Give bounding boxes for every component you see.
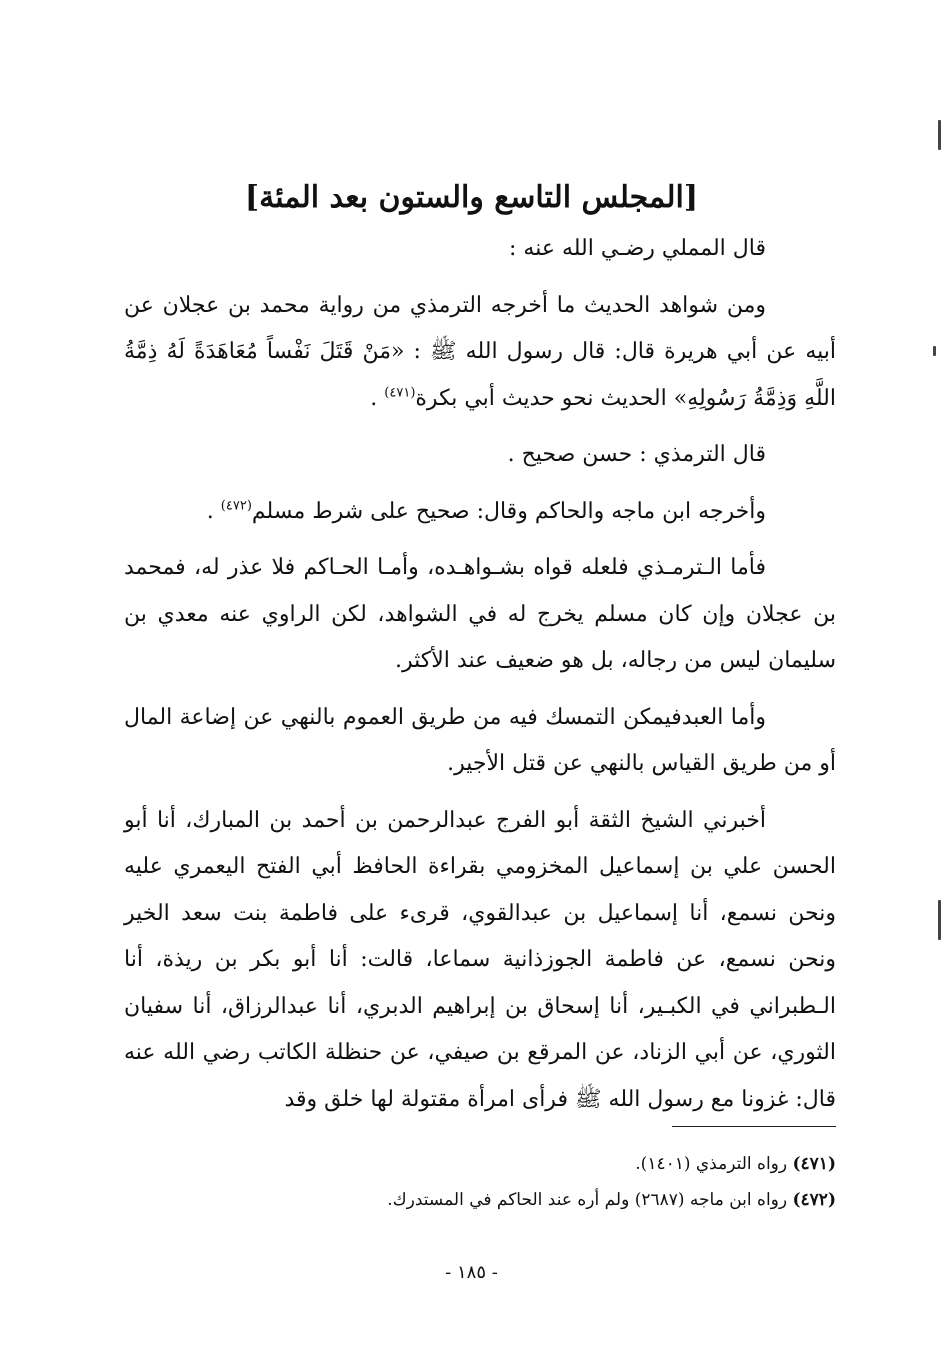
footnote-number: (٤٧١) xyxy=(792,1154,836,1174)
paragraph-hakim-text: وأخرجه ابن ماجه والحاكم وقال: صحيح على شرط مسلم xyxy=(251,498,766,524)
paragraph-tirmidhi: قال الترمذي : حسن صحيح . xyxy=(507,442,766,467)
paragraph-hakim-period: . xyxy=(206,498,214,524)
footnote-ref-471[interactable]: (٤٧١) xyxy=(384,385,416,401)
page-number: - ١٨٥ - xyxy=(445,1262,498,1283)
footnote-divider xyxy=(672,1126,836,1127)
main-text xyxy=(124,226,836,1133)
footnote-471 xyxy=(124,1146,836,1182)
paragraph-slave: وأما العبدفيمكن التمسك فيه من طريق العموم بالنهي عن إضاعة المال أو من طريق القياس بالنهي عن قتل الأجير. xyxy=(124,704,836,776)
footnote-number: (٤٧٢) xyxy=(792,1190,836,1210)
footnote-472 xyxy=(124,1182,836,1218)
paragraph-analysis: فأما الـترمـذي فلعله قواه بشـواهـده، وأمـا الحـاكم فلا عذر له، فمحمد بن عجلان وإن كان مسلم يخرج له في الشواهد، لكن الراوي عنه معدي بن سليمان ليس من رجاله، بل هو ضعيف عند الأكثر. xyxy=(124,555,836,673)
paragraph-intro: قال المملي رضـي الله عنه : xyxy=(509,236,766,261)
footnote-ref-472[interactable]: (٤٧٢) xyxy=(220,498,252,514)
paragraph-hakim xyxy=(124,489,836,536)
footnote-text: رواه الترمذي (١٤٠١). xyxy=(635,1154,788,1174)
scan-mark-top xyxy=(938,120,941,150)
paragraph-hadith-text: ومن شواهد الحديث ما أخرجه الترمذي من رواية محمد بن عجلان عن أبيه عن أبي هريرة قال: قال رسول الله ﷺ : «مَنْ قَتَلَ نَفْساً مُعَاهَدَةً لَهُ ذِمَّةُ اللَّهِ وَذِمَّةُ رَسُولِهِ» الحديث نحو حديث أبي بكرة xyxy=(124,292,836,411)
paragraph-isnad: أخبرني الشيخ الثقة أبو الفرج عبدالرحمن بن أحمد بن المبارك، أنا أبو الحسن علي بن إسماعيل المخزومي بقراءة الحافظ أبي الفتح اليعمري عليه ونحن نسمع، أنا إسماعيل بن عبدالقوي، قرىء على فاطمة بنت سعد الخير ونحن نسمع، عن فاطمة الجوزذانية سماعا، قالت: أنا أبو بكر بن ريذة، أنا الـطبراني في الكبـير، أنا إسحاق بن إبراهيم الدبري، أنا عبدالرزاق، أنا سفيان الثوري، عن أبي الزناد، عن المرقع بن صيفي، عن حنظلة الكاتب رضي الله عنه قال: غزونا مع رسول الله ﷺ فرأى امرأة مقتولة لها خلق وقد xyxy=(124,807,836,1112)
chapter-heading: [المجلس التاسع والستون بعد المئة] xyxy=(244,180,699,215)
paragraph-hadith xyxy=(124,283,836,423)
scan-mark-middle xyxy=(933,346,936,356)
footnotes xyxy=(124,1146,836,1218)
scan-mark-lower xyxy=(938,900,941,940)
paragraph-hadith-period: . xyxy=(370,385,378,411)
footnote-text: رواه ابن ماجه (٢٦٨٧) ولم أره عند الحاكم في المستدرك. xyxy=(387,1190,788,1210)
